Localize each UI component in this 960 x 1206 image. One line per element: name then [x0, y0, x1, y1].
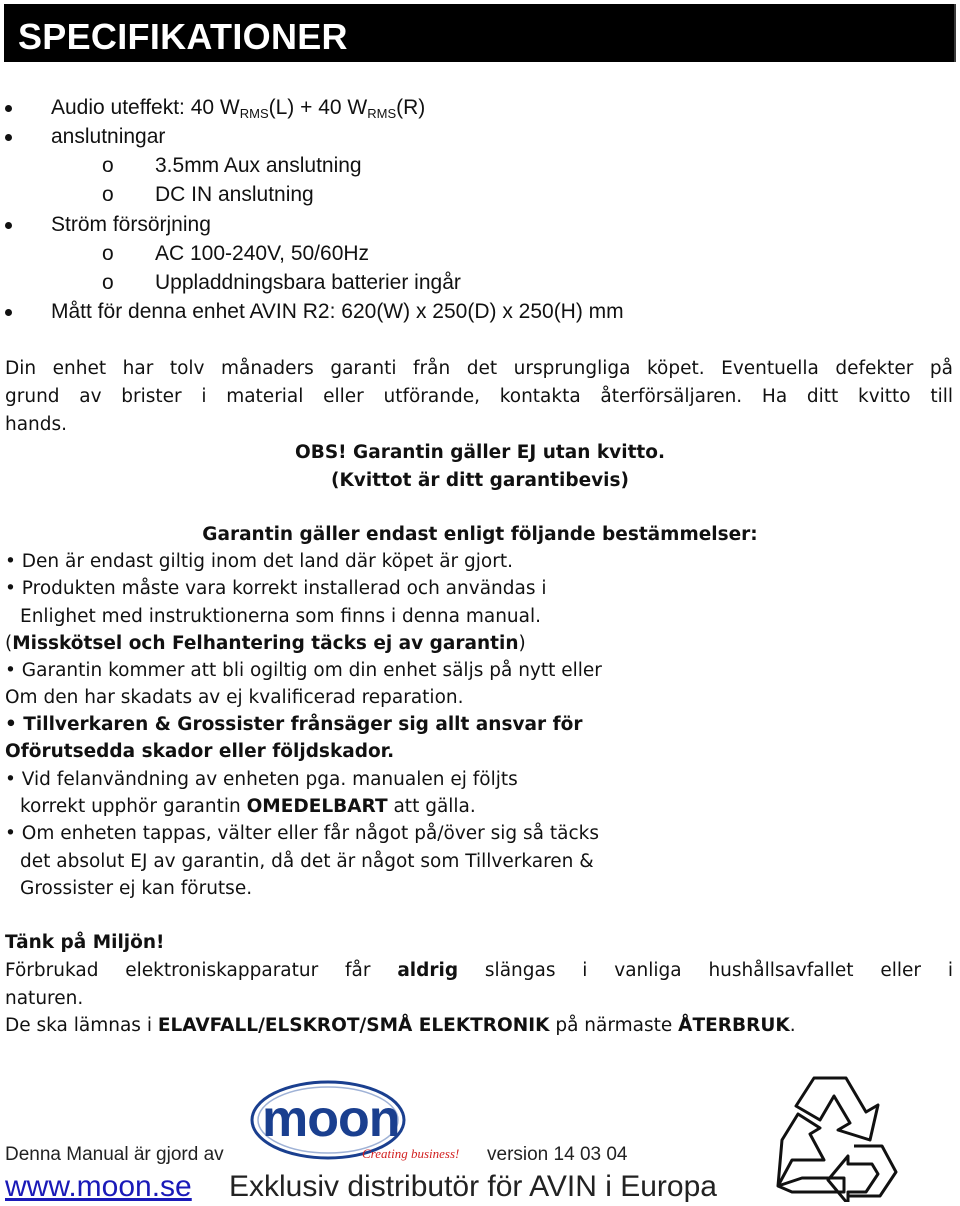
spec-connections: anslutningar	[0, 125, 960, 154]
term-installation-cont: Enlighet med instruktionerna som finns i denna manual.	[20, 606, 542, 627]
term-installation: • Produkten måste vara korrekt installerad och användas i	[5, 578, 547, 599]
environment-line-1: Förbrukad elektroniskapparatur får aldrig slängas i vanliga hushållsavfallet eller i	[5, 960, 953, 981]
term-misuse-manual-cont: korrekt upphör garantin OMEDELBART att gälla.	[20, 796, 476, 817]
spec-power-battery: o Uppladdningsbara batterier ingår	[102, 271, 461, 294]
term-misuse: (Misskötsel och Felhantering täcks ej av garantin)	[5, 633, 526, 654]
warranty-text-line-1: Din enhet har tolv månaders garanti från det ursprungliga köpet. Eventuella defekter på	[5, 358, 953, 379]
footer-made-by: Denna Manual är gjord av	[5, 1144, 224, 1165]
term-resale: • Garantin kommer att bli ogiltig om din enhet säljs på nytt eller	[5, 660, 602, 681]
bullet-icon	[5, 105, 12, 112]
spec-size: Mått för denna enhet AVIN R2: 620(W) x 250(D) x 250(H) mm	[0, 300, 960, 329]
term-liability: • Tillverkaren & Grossister frånsäger sig allt ansvar för	[5, 714, 583, 735]
term-drop: • Om enheten tappas, välter eller får något på/över sig så täcks	[5, 823, 600, 844]
moon-logo-wordmark: moon	[262, 1090, 400, 1148]
environment-line-3: De ska lämnas i ELAVFALL/ELSKROT/SMÅ ELEKTRONIK på närmaste ÅTERBRUK.	[5, 1015, 796, 1036]
section-title: SPECIFIKATIONER	[18, 16, 348, 57]
moon-logo	[248, 1078, 476, 1162]
term-country: • Den är endast giltig inom det land där köpet är gjort.	[5, 551, 513, 572]
warranty-obs: OBS! Garantin gäller EJ utan kvitto.	[295, 442, 665, 463]
spec-conn-dc: o DC IN anslutning	[102, 183, 314, 206]
environment-line-2: naturen.	[5, 988, 84, 1009]
warranty-text-line-2: grund av brister i material eller utförande, kontakta återförsäljaren. Ha ditt kvitto till	[5, 386, 953, 407]
term-misuse-manual: • Vid felanvändning av enheten pga. manualen ej följts	[5, 769, 518, 790]
bullet-icon	[5, 134, 12, 141]
spec-power-ac: o AC 100-240V, 50/60Hz	[102, 242, 370, 265]
spec-audio: Audio uteffekt: 40 $W_{RMS}(L) + 40$ $W_{RMS}(R)$	[0, 96, 960, 125]
warranty-text-line-3: hands.	[5, 414, 68, 435]
recycle-icon	[762, 1068, 898, 1202]
term-drop-cont-1: det absolut EJ av garantin, då det är något som Tillverkaren &	[20, 851, 594, 872]
bullet-icon	[5, 309, 12, 316]
term-drop-cont-2: Grossister ej kan förutse.	[20, 878, 253, 899]
footer-distributor: Exklusiv distributör för AVIN i Europa	[229, 1170, 717, 1203]
spec-conn-aux: o 3.5mm Aux anslutning	[102, 154, 362, 177]
moon-logo-tagline: Creating business!	[362, 1146, 460, 1161]
warranty-proof: (Kvittot är ditt garantibevis)	[331, 470, 629, 491]
bullet-icon	[5, 222, 12, 229]
spec-power: Ström försörjning	[0, 213, 960, 242]
footer-website-link[interactable]: www.moon.se	[5, 1170, 192, 1203]
environment-heading: Tänk på Miljön!	[5, 932, 165, 953]
section-header	[4, 4, 956, 62]
term-liability-cont: Oförutsedda skador eller följdskador.	[5, 741, 395, 762]
footer-version: version 14 03 04	[487, 1144, 628, 1165]
term-resale-cont: Om den har skadats av ej kvalificerad reparation.	[5, 687, 464, 708]
terms-heading: Garantin gäller endast enligt följande bestämmelser:	[202, 524, 758, 545]
